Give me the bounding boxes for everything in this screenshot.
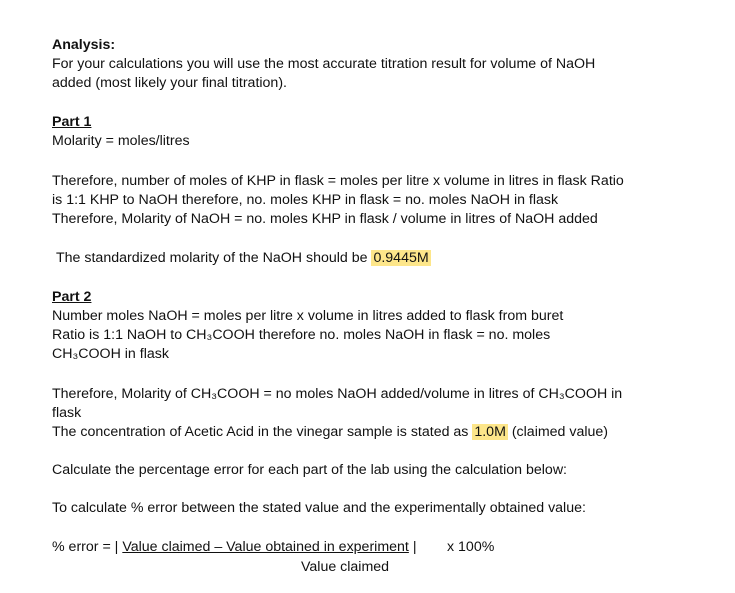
part2-line5: flask (52, 405, 82, 421)
part2-claim-text: The concentration of Acetic Acid in the vinegar sample is stated as (52, 424, 473, 440)
part2-line1: Number moles NaOH = moles per litre x volume in litres added to flask from buret (52, 308, 564, 324)
analysis-heading: Analysis: (52, 37, 116, 53)
part1-result-text: The standardized molarity of the NaOH should be (56, 250, 372, 266)
part1-line1: Therefore, number of moles of KHP in flask = moles per litre x volume in litres in flask Ratio (52, 173, 624, 189)
part1-formula: Molarity = moles/litres (52, 133, 190, 149)
part1-result (56, 249, 431, 268)
part2-line3: CH₃COOH in flask (52, 346, 169, 362)
error-formula-numerator: Value claimed – Value obtained in experiment (122, 539, 409, 555)
part2-line2: Ratio is 1:1 NaOH to CH₃COOH therefore no. moles NaOH in flask = no. moles (52, 327, 551, 343)
error-instruction: Calculate the percentage error for each part of the lab using the calculation below: (52, 462, 568, 478)
part1-result-value: 0.9445M (373, 250, 429, 266)
part1-heading: Part 1 (52, 114, 92, 130)
error-formula-prefix: % error = | (52, 539, 123, 555)
part2-claim (52, 423, 608, 442)
error-formula-denominator: Value claimed (301, 559, 390, 575)
part1-line3: Therefore, Molarity of NaOH = no. moles KHP in flask / volume in litres of NaOH added (52, 211, 598, 227)
error-formula (52, 538, 417, 557)
error-explanation: To calculate % error between the stated value and the experimentally obtained value: (52, 500, 586, 516)
part2-line4: Therefore, Molarity of CH₃COOH = no moles NaOH added/volume in litres of CH₃COOH in (52, 386, 623, 402)
part2-heading: Part 2 (52, 289, 92, 305)
part2-claim-suffix: (claimed value) (507, 424, 609, 440)
error-formula-multiplier: x 100% (447, 539, 495, 555)
part2-claim-value: 1.0M (474, 424, 506, 440)
part1-line2: is 1:1 KHP to NaOH therefore, no. moles KHP in flask = no. moles NaOH in flask (52, 192, 559, 208)
error-formula-bar: | (408, 539, 417, 555)
analysis-intro-line1: For your calculations you will use the most accurate titration result for volume of NaOH (52, 56, 596, 72)
analysis-intro-line2: added (most likely your final titration). (52, 75, 287, 91)
